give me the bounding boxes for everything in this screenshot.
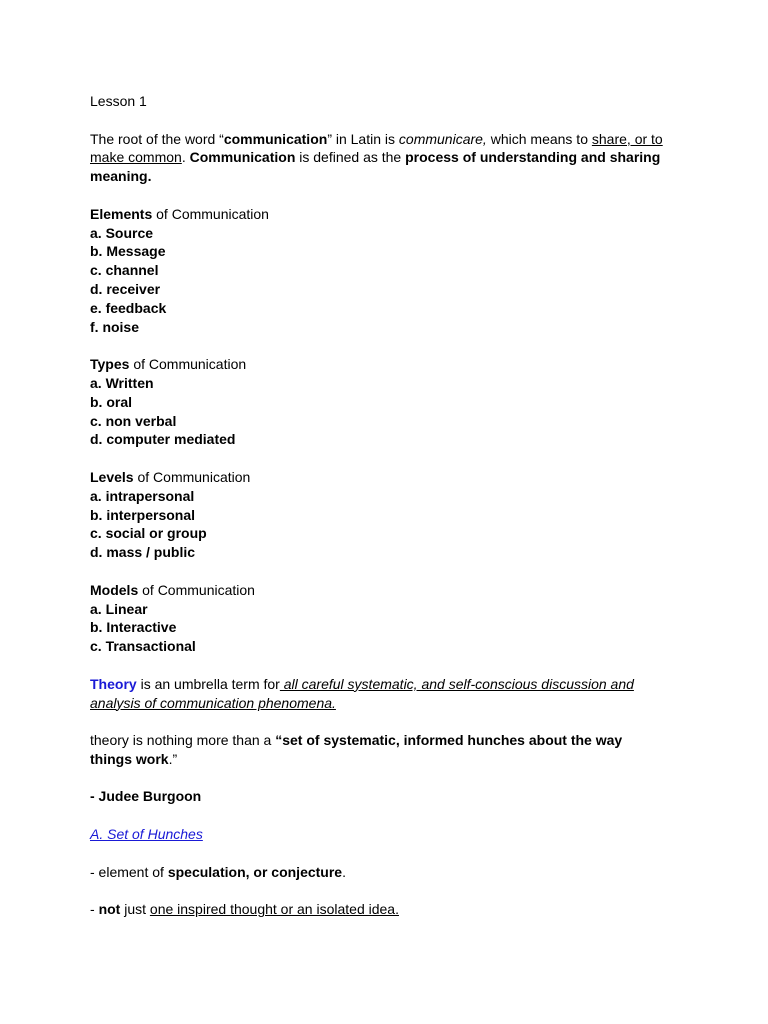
levels-heading-rest: of Communication <box>133 468 251 485</box>
theory-definition-text: is an umbrella term for <box>136 675 280 692</box>
theory-definition <box>90 675 668 713</box>
bullet-speculation <box>90 863 668 882</box>
types-heading <box>90 355 668 374</box>
section-a-heading[interactable]: A. Set of Hunches <box>90 826 203 843</box>
theory-quote-bold: “set of systematic, informed hunches about the way things work <box>90 732 623 767</box>
theory-quote-lead: theory is nothing more than a <box>90 732 276 749</box>
bullet-not-bold: not <box>98 901 121 918</box>
models-heading <box>90 581 668 600</box>
intro-text-7: . <box>181 149 190 166</box>
types-heading-rest: of Communication <box>129 356 247 373</box>
bullet-not-lead: - <box>90 901 99 918</box>
list-item: a. intrapersonal <box>90 487 195 504</box>
elements-heading-rest: of Communication <box>152 205 269 222</box>
intro-text-3: ” in Latin is <box>327 130 399 147</box>
models-heading-rest: of Communication <box>138 581 255 598</box>
list-item: a. Written <box>90 374 154 391</box>
bullet-not-mid: just <box>120 901 150 918</box>
types-list <box>90 374 668 449</box>
models-heading-bold: Models <box>90 581 139 598</box>
models-list <box>90 600 668 656</box>
list-item: c. channel <box>90 262 159 279</box>
list-item: c. non verbal <box>90 412 177 429</box>
list-item: b. Message <box>90 243 166 260</box>
levels-heading <box>90 468 668 487</box>
list-item: c. social or group <box>90 525 207 542</box>
list-item: e. feedback <box>90 299 167 316</box>
elements-heading-bold: Elements <box>90 205 153 222</box>
list-item: f. noise <box>90 318 140 335</box>
levels-list <box>90 487 668 562</box>
list-item: d. mass / public <box>90 544 196 561</box>
bullet-not-isolated <box>90 900 668 919</box>
list-item: a. Source <box>90 224 154 241</box>
lesson-title: Lesson 1 <box>90 93 147 109</box>
list-item: c. Transactional <box>90 638 196 655</box>
intro-term-communication: communication <box>223 130 328 147</box>
intro-definition: process of understanding and sharing meaning. <box>90 149 661 185</box>
bullet-speculation-bold: speculation, or conjecture <box>167 863 343 880</box>
intro-term-communication-2: Communication <box>189 149 296 166</box>
levels-heading-bold: Levels <box>90 468 134 485</box>
intro-text-1: The root of the word “ <box>90 130 224 147</box>
list-item: b. interpersonal <box>90 506 196 523</box>
list-item: b. Interactive <box>90 619 177 636</box>
bullet-speculation-end: . <box>342 863 346 880</box>
intro-text-9: is defined as the <box>295 149 406 166</box>
elements-heading <box>90 205 668 224</box>
elements-list <box>90 224 668 337</box>
intro-meaning: share, or to make common <box>90 130 663 166</box>
quote-attribution: - Judee Burgoon <box>90 788 202 805</box>
bullet-speculation-lead: - element of <box>90 863 168 880</box>
list-item: b. oral <box>90 393 133 410</box>
types-heading-bold: Types <box>90 356 130 373</box>
theory-definition-emphasis: all careful systematic, and self-conscious discussion and analysis of communication phenomena. <box>90 675 634 711</box>
theory-term: Theory <box>90 675 137 692</box>
theory-quote-end: .” <box>168 750 178 767</box>
intro-latin-word: communicare, <box>398 130 487 147</box>
intro-text-5: which means to <box>486 130 592 147</box>
list-item: d. receiver <box>90 280 161 297</box>
bullet-not-underlined: one inspired thought or an isolated idea. <box>149 901 399 918</box>
intro-paragraph <box>90 130 668 186</box>
theory-quote <box>90 731 668 769</box>
list-item: d. computer mediated <box>90 431 236 448</box>
list-item: a. Linear <box>90 600 148 617</box>
